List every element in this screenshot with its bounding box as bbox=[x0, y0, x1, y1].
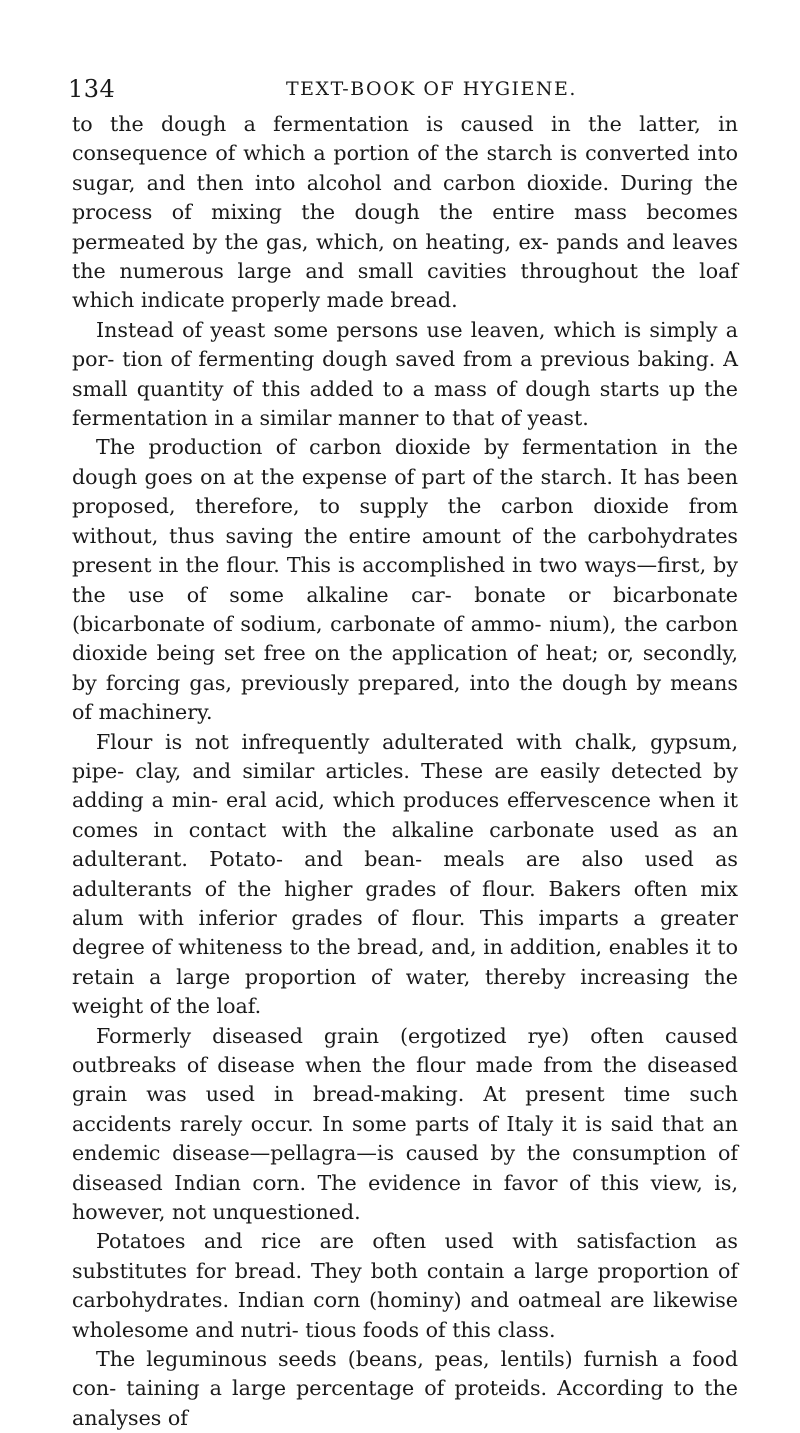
body-text bbox=[72, 110, 738, 1433]
paragraph-leguminous-seeds: The leguminous seeds (beans, peas, lentils) furnish a food con- taining a large percentage of proteids. According to the analyses of bbox=[72, 1347, 738, 1430]
paragraph-carbon-dioxide: The production of carbon dioxide by fermentation in the dough goes on at the expense of part of the starch. It has been proposed, therefore, to supply the carbon dioxide from without, thus saving the entire amount of the carbohydrates present in the flour. This is accomplished in two ways—first, by the use of some alkaline car- bonate or bicarbonate (bicarbonate of sodium, carbonate of ammo- nium), the carbon dioxide being set free on the application of heat; or, secondly, by forcing gas, previously prepared, into the dough by means of machinery. bbox=[72, 435, 738, 725]
book-page bbox=[68, 74, 738, 1433]
paragraph-diseased-grain: Formerly diseased grain (ergotized rye) often caused outbreaks of disease when the flour made from the diseased grain was used in bread-making. At present time such accidents rarely occur. In some parts of Italy it is said that an endemic disease—pellagra—is caused by the consumption of diseased Indian corn. The evidence in favor of this view, is, however, not unquestioned. bbox=[72, 1023, 738, 1225]
paragraph-substitutes: Potatoes and rice are often used with satisfaction as substitutes for bread. They both contain a large proportion of carbohydrates. Indian corn (hominy) and oatmeal are likewise wholesome and nutri- tious foods of this class. bbox=[72, 1229, 738, 1342]
paragraph-leaven: Instead of yeast some persons use leaven, which is simply a por- tion of fermenting dough saved from a previous baking. A small quantity of this added to a mass of dough starts up the fermentation in a similar manner to that of yeast. bbox=[72, 317, 738, 431]
page-header bbox=[68, 74, 738, 104]
page-number: 134 bbox=[68, 75, 116, 103]
paragraph-adulteration: Flour is not infrequently adulterated with chalk, gypsum, pipe- clay, and similar articles. These are easily detected by adding a min- eral acid, which produces effervescence when it comes in contact with the alkaline carbonate used as an adulterant. Potato- and bean- meals are also used as adulterants of the higher grades of flour. Bakers often mix alum with inferior grades of flour. This imparts a greater degree of whiteness to the bread, and, in addition, enables it to retain a large proportion of water, thereby increasing the weight of the loaf. bbox=[72, 729, 738, 1019]
paragraph-continued: to the dough a fermentation is caused in the latter, in consequence of which a portion of the starch is converted into sugar, and then into alcohol and carbon dioxide. During the process of mixing the dough the entire mass becomes permeated by the gas, which, on heating, ex- pands and leaves the numerous large and small cavities throughout the loaf which indicate properly made bread. bbox=[72, 112, 738, 313]
running-head: TEXT-BOOK OF HYGIENE. bbox=[286, 78, 577, 100]
